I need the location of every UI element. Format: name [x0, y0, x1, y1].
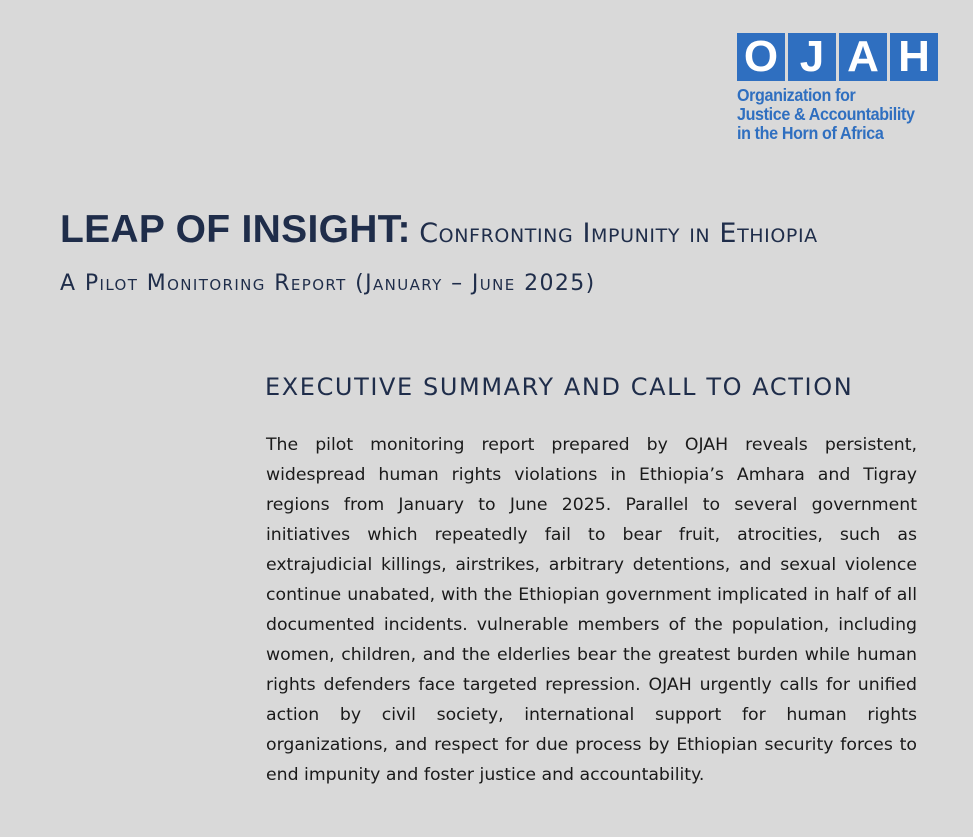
- report-title-main: LEAP OF INSIGHT:: [60, 208, 411, 251]
- report-title: [60, 208, 818, 252]
- logo-letter-boxes: [737, 33, 941, 81]
- logo-letter-h: H: [890, 33, 938, 81]
- logo-text-line-3: in the Horn of Africa: [737, 123, 884, 143]
- logo-letter-a: A: [839, 33, 887, 81]
- ojah-logo: [737, 33, 941, 143]
- logo-letter-o: O: [737, 33, 785, 81]
- executive-summary-body: The pilot monitoring report prepared by OJAH reveals persistent, widespread human rights violations in Ethiopia’s Amhara and Tigray regions from January to June 2025. Parallel to several government initiatives which repeatedly fail to bear fruit, atrocities, such as extrajudicial killings, airstrikes, arbitrary detentions, and sexual violence continue unabated, with the Ethiopian government implicated in half of all documented incidents. vulnerable members of the population, including women, children, and the elderlies bear the greatest burden while human rights defenders face targeted repression. OJAH urgently calls for unified action by civil society, international support for human rights organizations, and respect for due process by Ethiopian security forces to end impunity and foster justice and accountability.: [266, 435, 917, 785]
- logo-letter-j: J: [788, 33, 836, 81]
- logo-organization-name: [737, 86, 925, 143]
- logo-text-line-1: Organization for: [737, 85, 856, 105]
- executive-summary-heading: EXECUTIVE SUMMARY AND CALL TO ACTION: [265, 373, 854, 401]
- logo-text-line-2: Justice & Accountability: [737, 104, 915, 124]
- report-subtitle: A Pilot Monitoring Report (January – June 2025): [60, 271, 596, 296]
- report-title-sub: Confronting Impunity in Ethiopia: [419, 218, 818, 249]
